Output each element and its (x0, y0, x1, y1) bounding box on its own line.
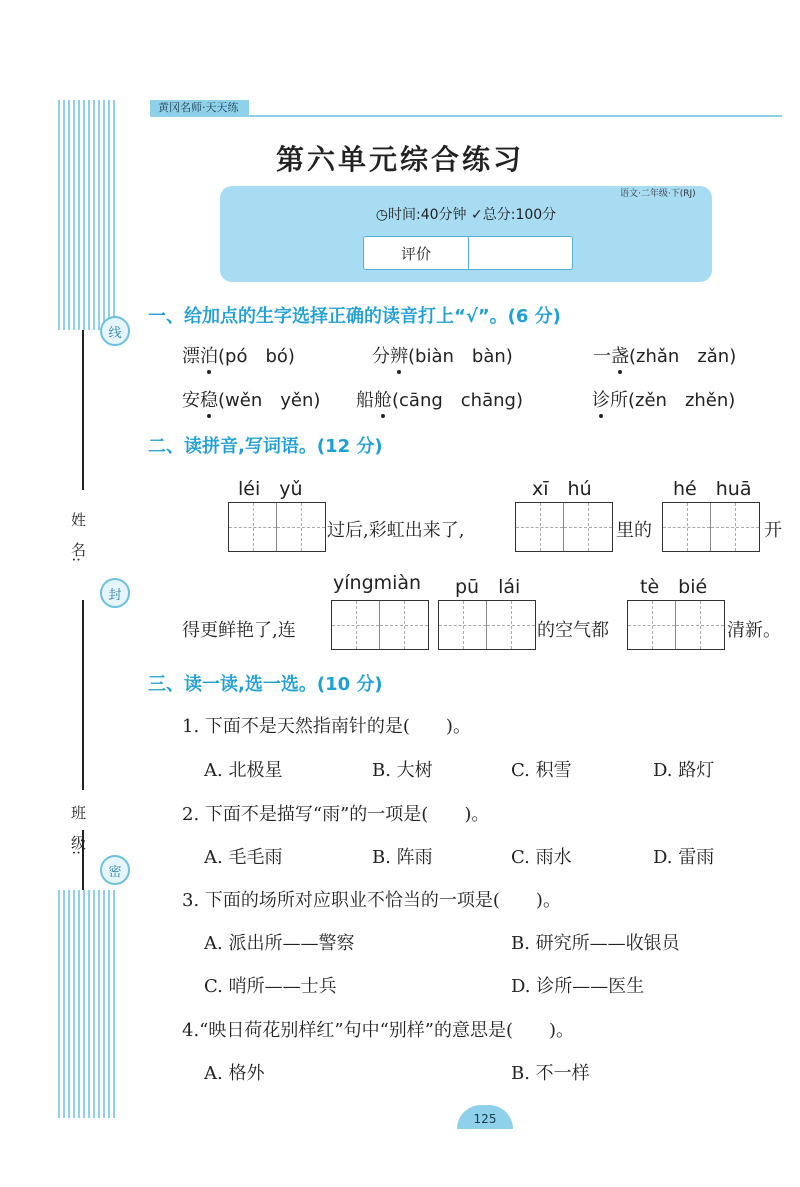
question-1: 1. 下面不是天然指南针的是( )。 (182, 716, 471, 737)
pinyin-tebie: tè bié (640, 576, 708, 598)
section3-heading: 三、读一读,选一选。(10 分) (148, 674, 383, 695)
seal-line: 线 (100, 316, 130, 346)
evaluation-box (363, 236, 573, 270)
margin-line-mid (82, 600, 84, 790)
q1-option-b[interactable]: B. 大树 (372, 760, 433, 781)
q4-option-b[interactable]: B. 不一样 (511, 1063, 590, 1084)
s2-text-5: 的空气都 (537, 620, 609, 641)
q3-option-a[interactable]: A. 派出所——警察 (204, 933, 355, 954)
answer-grid-5[interactable] (438, 600, 536, 650)
answer-grid-6[interactable] (627, 600, 725, 650)
answer-grid-1[interactable] (228, 502, 326, 552)
answer-grid-3[interactable] (662, 502, 760, 552)
q2-option-c[interactable]: C. 雨水 (511, 847, 572, 868)
q1-option-a[interactable]: A. 北极星 (204, 760, 283, 781)
q1-option-d[interactable]: D. 路灯 (653, 760, 715, 781)
page-title: 第六单元综合练习 (275, 143, 524, 176)
s1-item-3: 一盏(zhǎn zǎn) (593, 346, 737, 367)
clock-icon: ◷ (375, 207, 389, 223)
pinyin-leiyu: léi yǔ (238, 478, 303, 500)
header-rule (150, 115, 782, 117)
class-label: 班 级: (69, 805, 87, 856)
name-label: 姓 名: (69, 512, 87, 563)
grade-label: 语文·二年级·下(RJ) (620, 189, 696, 199)
pinyin-yingmian: yíngmiàn (333, 572, 422, 594)
answer-grid-4[interactable] (331, 600, 429, 650)
q4-option-a[interactable]: A. 格外 (204, 1063, 265, 1084)
section2-heading: 二、读拼音,写词语。(12 分) (148, 436, 383, 457)
s1-item-6: 诊所(zěn zhěn) (592, 390, 736, 411)
time-score-line (220, 204, 712, 224)
score-text: 总分:100分 (482, 207, 557, 223)
s1-item-5: 船舱(cāng chāng) (356, 390, 523, 411)
pinyin-pulai: pū lái (455, 576, 521, 598)
section1-heading: 一、给加点的生字选择正确的读音打上“√”。(6 分) (148, 306, 561, 327)
seal-feng: 封 (100, 578, 130, 608)
q2-option-b[interactable]: B. 阵雨 (372, 847, 433, 868)
question-2: 2. 下面不是描写“雨”的一项是( )。 (182, 804, 490, 825)
question-3: 3. 下面的场所对应职业不恰当的一项是( )。 (182, 890, 561, 911)
pinyin-hehua: hé huā (673, 478, 752, 500)
answer-grid-2[interactable] (515, 502, 613, 552)
s2-text-6: 清新。 (727, 620, 781, 641)
s1-item-2: 分辨(biàn bàn) (372, 346, 513, 367)
evaluation-label: 评价 (364, 237, 469, 269)
s2-text-1: 过后,彩虹出来了, (327, 520, 465, 541)
time-text: 时间:40分钟 (388, 207, 467, 223)
s1-item-1: 漂泊(pó bó) (182, 346, 295, 367)
page-number: 125 (457, 1105, 513, 1129)
margin-strip-bottom (58, 890, 116, 1118)
seal-mi: 密 (100, 855, 130, 885)
q3-option-c[interactable]: C. 哨所——士兵 (204, 976, 337, 997)
question-4: 4.“映日荷花别样红”句中“别样”的意思是( )。 (182, 1020, 575, 1041)
margin-strip-top (58, 100, 116, 330)
check-icon: ✓ (471, 207, 483, 223)
pinyin-xihu: xī hú (532, 478, 592, 500)
q3-option-d[interactable]: D. 诊所——医生 (511, 976, 645, 997)
evaluation-field[interactable] (469, 237, 572, 269)
s2-text-4: 得更鲜艳了,连 (182, 620, 296, 641)
s2-text-3: 开 (764, 520, 782, 541)
q3-option-b[interactable]: B. 研究所——收银员 (511, 933, 680, 954)
series-tag: 黄冈名师·天天练 (150, 100, 249, 116)
s1-item-4: 安稳(wěn yěn) (182, 390, 321, 411)
q2-option-a[interactable]: A. 毛毛雨 (204, 847, 283, 868)
s2-text-2: 里的 (616, 520, 652, 541)
margin-line-top (82, 330, 84, 490)
q1-option-c[interactable]: C. 积雪 (511, 760, 572, 781)
q2-option-d[interactable]: D. 雷雨 (653, 847, 715, 868)
